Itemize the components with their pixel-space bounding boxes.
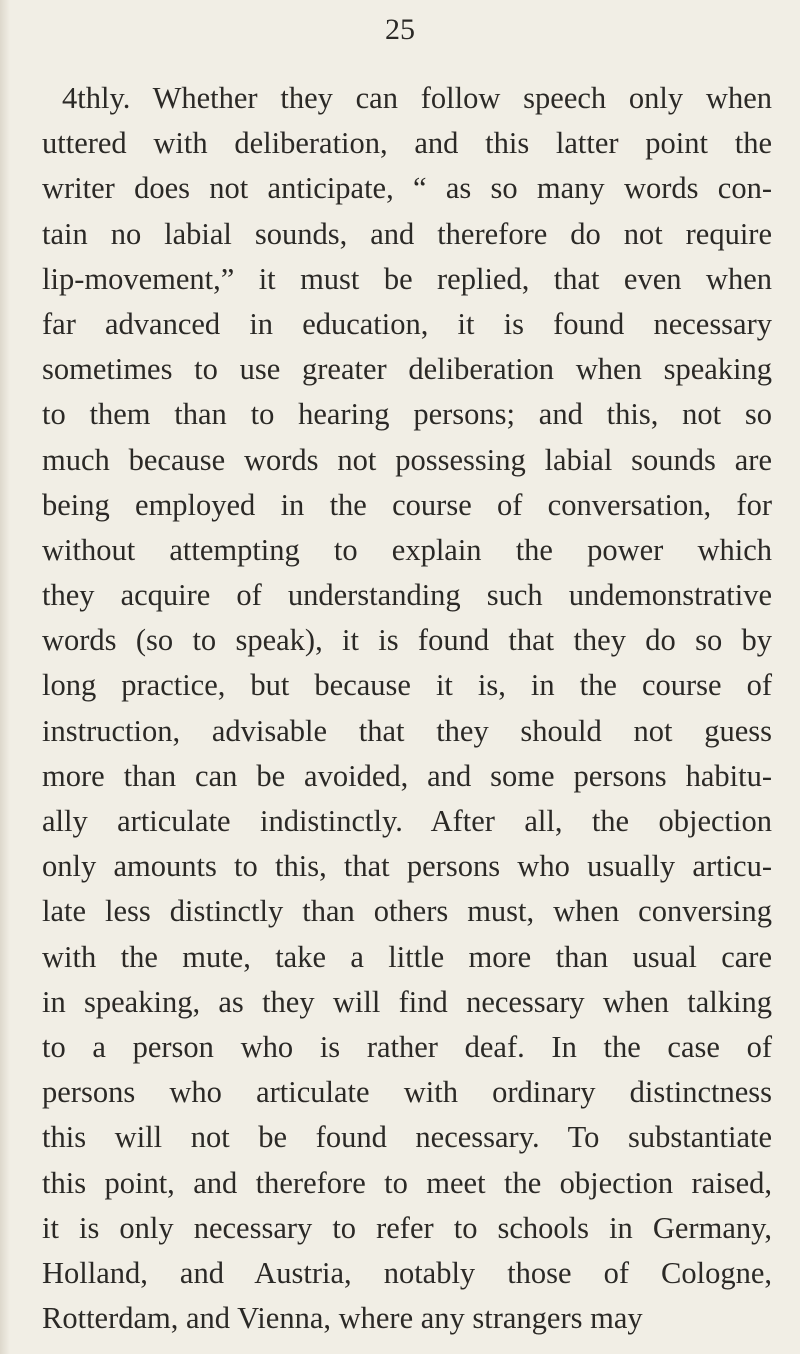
text-line: Rotterdam, and Vienna, where any strangers may xyxy=(42,1301,643,1336)
body-paragraph xyxy=(42,76,772,1341)
text-line: it is only necessary to refer to schools in Germany, xyxy=(42,1210,772,1245)
text-line: tain no labial sounds, and therefore do not require xyxy=(42,216,772,251)
text-line: more than can be avoided, and some persons habitu- xyxy=(42,758,772,793)
text-line: late less distinctly than others must, when conversing xyxy=(42,894,772,929)
text-line: words (so to speak), it is found that they do so by xyxy=(42,623,772,658)
text-line: they acquire of understanding such undemonstrative xyxy=(42,578,772,613)
page-number: 25 xyxy=(385,13,415,46)
text-line: only amounts to this, that persons who usually articu- xyxy=(42,849,772,884)
text-line: lip-movement,” it must be replied, that even when xyxy=(42,261,772,296)
text-line: without attempting to explain the power which xyxy=(42,532,772,567)
text-line: with the mute, take a little more than usual care xyxy=(42,939,772,974)
text-line: to them than to hearing persons; and this, not so xyxy=(42,397,772,432)
text-line: Holland, and Austria, notably those of Cologne, xyxy=(42,1255,772,1290)
text-line: ally articulate indistinctly. After all, the objection xyxy=(42,804,772,838)
text-line: 4thly. Whether they can follow speech only when xyxy=(62,81,772,115)
text-line: sometimes to use greater deliberation when speaking xyxy=(42,352,772,387)
text-line: writer does not anticipate, “ as so many words con- xyxy=(42,171,772,206)
text-line: being employed in the course of conversation, for xyxy=(42,487,772,522)
text-line: instruction, advisable that they should not guess xyxy=(42,713,772,748)
page-binding-edge xyxy=(0,0,10,1354)
text-line: uttered with deliberation, and this latter point the xyxy=(42,126,772,161)
text-line: long practice, but because it is, in the course of xyxy=(42,668,772,703)
text-line: far advanced in education, it is found necessary xyxy=(42,306,772,341)
text-line: much because words not possessing labial sounds are xyxy=(42,442,772,477)
text-line: this will not be found necessary. To substantiate xyxy=(42,1120,772,1155)
text-line: this point, and therefore to meet the objection raised, xyxy=(42,1165,772,1200)
text-line: to a person who is rather deaf. In the case of xyxy=(42,1029,772,1064)
text-line: in speaking, as they will find necessary when talking xyxy=(42,984,772,1019)
text-line: persons who articulate with ordinary distinctness xyxy=(42,1075,772,1110)
